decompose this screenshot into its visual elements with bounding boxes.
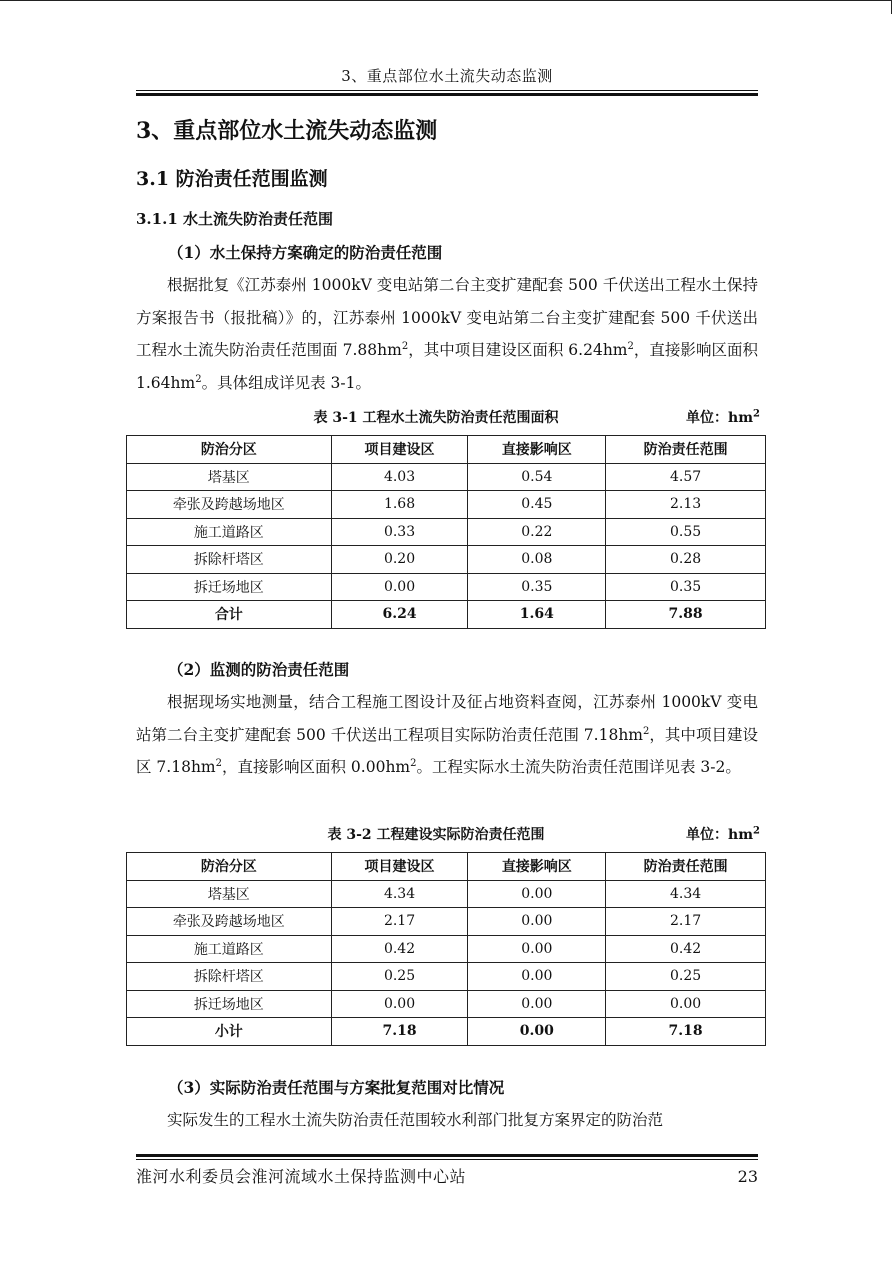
table-total-cell: 合计 xyxy=(127,601,332,629)
footer-organization: 淮河水利委员会淮河流域水土保持监测中心站 xyxy=(136,1167,467,1186)
table-total-cell: 7.88 xyxy=(606,601,766,629)
table-cell: 0.54 xyxy=(468,463,606,491)
table-total-row xyxy=(127,601,766,629)
table-header-row xyxy=(127,436,766,464)
footer-rule-thin xyxy=(136,1159,758,1160)
table-cell: 0.42 xyxy=(331,935,468,963)
table-header-cell: 防治分区 xyxy=(127,436,332,464)
table-cell: 拆除杆塔区 xyxy=(127,963,332,991)
table-cell: 牵张及跨越场地区 xyxy=(127,908,332,936)
item-heading-2: （2）监测的防治责任范围 xyxy=(168,660,350,679)
page-number: 23 xyxy=(737,1167,758,1186)
table-header-cell: 项目建设区 xyxy=(331,853,468,881)
section-heading: 3.1 防治责任范围监测 xyxy=(136,168,328,190)
table-cell: 拆除杆塔区 xyxy=(127,546,332,574)
table-cell: 塔基区 xyxy=(127,880,332,908)
table-row xyxy=(127,546,766,574)
table-2 xyxy=(126,852,766,1046)
table-cell: 0.00 xyxy=(468,935,606,963)
table-header-row xyxy=(127,853,766,881)
table-cell: 4.03 xyxy=(331,463,468,491)
table-cell: 4.34 xyxy=(331,880,468,908)
table-cell: 0.20 xyxy=(331,546,468,574)
table-header-cell: 直接影响区 xyxy=(468,436,606,464)
table-cell: 0.28 xyxy=(606,546,766,574)
table-cell: 0.42 xyxy=(606,935,766,963)
table-cell: 施工道路区 xyxy=(127,518,332,546)
table-cell: 0.00 xyxy=(468,963,606,991)
table-row xyxy=(127,908,766,936)
table-cell: 0.33 xyxy=(331,518,468,546)
table-header-cell: 防治责任范围 xyxy=(606,436,766,464)
table-1-unit: 单位：$hm^2$ xyxy=(686,408,760,426)
table-row xyxy=(127,990,766,1018)
paragraph-1: 根据批复《江苏泰州 1000kV 变电站第二台主变扩建配套 500 千伏送出工程水土保持方案报告书（报批稿）》的，江苏泰州 1000kV 变电站第二台主变扩建配套 500 千伏送出工程水土流失防治责任范围面 $7.88hm^2$，其中项目建设区面积 $6.24hm^2$，直接影响区面积 $1.64hm^2$。具体组成详见表 3-1。 xyxy=(136,276,758,392)
table-cell: 2.17 xyxy=(606,908,766,936)
table-row xyxy=(127,963,766,991)
table-row xyxy=(127,463,766,491)
table-cell: 0.08 xyxy=(468,546,606,574)
page-top-border xyxy=(0,0,892,1)
table-cell: 拆迁场地区 xyxy=(127,990,332,1018)
table-cell: 0.00 xyxy=(468,880,606,908)
header-rule-thick xyxy=(136,93,758,96)
paragraph-3: 实际发生的工程水土流失防治责任范围较水利部门批复方案界定的防治范 xyxy=(167,1111,664,1129)
table-cell: 0.45 xyxy=(468,491,606,519)
table-row xyxy=(127,518,766,546)
table-cell: 0.25 xyxy=(606,963,766,991)
table-cell: 0.25 xyxy=(331,963,468,991)
paragraph-2: 根据现场实地测量，结合工程施工图设计及征占地资料查阅，江苏泰州 1000kV 变电站第二台主变扩建配套 500 千伏送出工程项目实际防治责任范围 $7.18hm^2$，其中项目建设区 $7.18hm^2$，直接影响区面积 $0.00hm^2$。工程实际水土流失防治责任范围详见表 3-2。 xyxy=(136,693,758,776)
table-cell: 塔基区 xyxy=(127,463,332,491)
item-heading-3: （3）实际防治责任范围与方案批复范围对比情况 xyxy=(168,1078,505,1097)
table-total-cell: 0.00 xyxy=(468,1018,606,1046)
table-2-caption xyxy=(126,824,766,846)
table-cell: 2.17 xyxy=(331,908,468,936)
item-heading-1: （1）水土保持方案确定的防治责任范围 xyxy=(168,243,443,262)
header-rule-thin xyxy=(136,90,758,91)
table-cell: 2.13 xyxy=(606,491,766,519)
table-row xyxy=(127,935,766,963)
chapter-heading: 3、重点部位水土流失动态监测 xyxy=(136,118,438,144)
table-cell: 0.00 xyxy=(331,573,468,601)
table-row xyxy=(127,573,766,601)
table-cell: 0.22 xyxy=(468,518,606,546)
table-cell: 1.68 xyxy=(331,491,468,519)
table-cell: 0.00 xyxy=(606,990,766,1018)
table-total-cell: 6.24 xyxy=(331,601,468,629)
table-header-cell: 防治分区 xyxy=(127,853,332,881)
table-total-cell: 小计 xyxy=(127,1018,332,1046)
table-cell: 0.00 xyxy=(468,908,606,936)
table-1 xyxy=(126,435,766,629)
table-cell: 牵张及跨越场地区 xyxy=(127,491,332,519)
footer-rule-thick xyxy=(136,1154,758,1157)
table-cell: 4.34 xyxy=(606,880,766,908)
subsection-heading: 3.1.1 水土流失防治责任范围 xyxy=(136,210,333,228)
table-header-cell: 项目建设区 xyxy=(331,436,468,464)
table-total-cell: 1.64 xyxy=(468,601,606,629)
table-total-cell: 7.18 xyxy=(331,1018,468,1046)
table-total-cell: 7.18 xyxy=(606,1018,766,1046)
table-cell: 4.57 xyxy=(606,463,766,491)
table-header-cell: 防治责任范围 xyxy=(606,853,766,881)
table-cell: 0.55 xyxy=(606,518,766,546)
table-2-unit: 单位：$hm^2$ xyxy=(686,825,760,843)
table-cell: 0.35 xyxy=(468,573,606,601)
table-1-caption xyxy=(126,407,766,429)
running-header: 3、重点部位水土流失动态监测 xyxy=(341,67,553,85)
table-cell: 拆迁场地区 xyxy=(127,573,332,601)
table-row xyxy=(127,491,766,519)
table-cell: 0.35 xyxy=(606,573,766,601)
table-cell: 施工道路区 xyxy=(127,935,332,963)
table-2-title: 表 3-2 工程建设实际防治责任范围 xyxy=(327,827,545,843)
table-header-cell: 直接影响区 xyxy=(468,853,606,881)
table-total-row xyxy=(127,1018,766,1046)
table-row xyxy=(127,880,766,908)
table-cell: 0.00 xyxy=(468,990,606,1018)
table-1-title: 表 3-1 工程水土流失防治责任范围面积 xyxy=(313,410,559,426)
table-cell: 0.00 xyxy=(331,990,468,1018)
